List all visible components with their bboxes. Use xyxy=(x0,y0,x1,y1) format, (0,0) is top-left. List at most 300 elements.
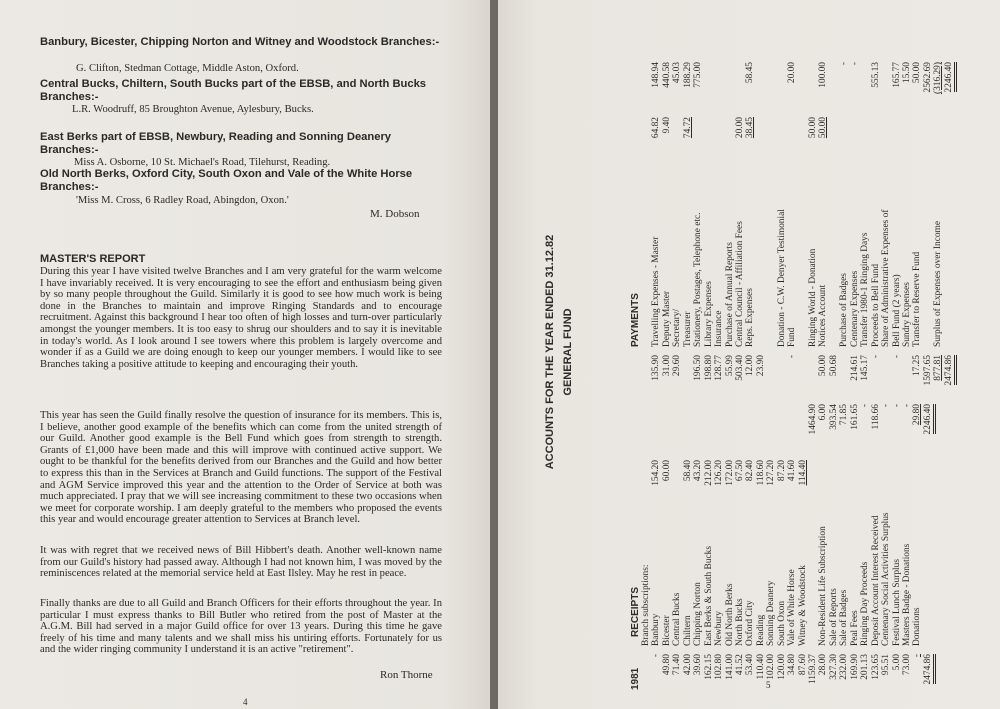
receipt-prior-value xyxy=(839,654,849,700)
payment-prior-value xyxy=(923,355,933,399)
payment-label-text: Stationery, Postages, Telephone etc. xyxy=(693,212,704,347)
payment-total xyxy=(933,62,943,107)
payment-total xyxy=(704,62,714,107)
receipt-prior-value-text: 232.00 xyxy=(839,654,850,680)
receipt-label-text: Sale of Badges xyxy=(839,589,850,646)
payment-total xyxy=(735,62,745,107)
receipt-total xyxy=(672,404,682,450)
branch-address: G. Clifton, Stedman Cottage, Middle Aston, Oxford. xyxy=(76,63,299,74)
payment-prior-value xyxy=(944,355,954,399)
payment-label xyxy=(714,147,724,347)
receipt-label-text: Peal Fees xyxy=(849,610,860,646)
payment-label xyxy=(641,147,651,347)
receipt-label xyxy=(672,486,682,646)
receipt-prior-value xyxy=(651,654,661,700)
payment-label xyxy=(944,147,954,347)
payment-label-text: Surplus of Expenses over Income xyxy=(933,220,944,347)
payment-total xyxy=(672,62,682,107)
payment-label xyxy=(787,147,797,347)
receipt-label-text: Deposit Account Interest Received xyxy=(870,515,881,646)
receipt-total xyxy=(766,404,776,450)
receipts-label-column xyxy=(641,486,933,646)
receipt-prior-value-text: 28.00 xyxy=(818,654,829,676)
payment-label xyxy=(766,147,776,347)
signature: M. Dobson xyxy=(370,208,420,220)
receipt-label-text: Bicester xyxy=(661,615,672,646)
payment-amount-text: 50.00 xyxy=(808,117,818,139)
payment-prior-value xyxy=(912,355,922,399)
payment-prior-value-text: 145.17 xyxy=(860,355,871,381)
payment-prior-value xyxy=(693,355,703,399)
payment-total-text: (316.29) xyxy=(933,62,944,95)
payment-total xyxy=(693,62,703,107)
payment-label xyxy=(745,147,755,347)
receipt-amount xyxy=(860,460,870,502)
payment-amount xyxy=(725,117,735,157)
payment-prior-value xyxy=(860,355,870,399)
payment-prior-value xyxy=(672,355,682,399)
branch-heading: East Berks part of EBSB, Newbury, Reading and Sonning Deanery Branches:- xyxy=(40,131,392,156)
receipt-label-text: Central Bucks xyxy=(672,592,683,646)
receipt-prior-value-text: 95.51 xyxy=(881,654,892,676)
receipt-prior-value-text: 87.60 xyxy=(797,654,808,676)
receipt-amount xyxy=(662,460,672,502)
payment-amount xyxy=(829,117,839,157)
payment-total-text: 555.13 xyxy=(870,62,881,88)
payment-total-text: 100.00 xyxy=(818,62,829,88)
payments-amount-column xyxy=(641,117,954,157)
payment-total-text: - xyxy=(839,62,850,66)
payment-amount xyxy=(745,117,755,157)
receipt-label xyxy=(651,486,661,646)
payment-prior-value-text: 503.40 xyxy=(734,355,745,381)
receipt-total-text: 2246.40 xyxy=(924,404,936,434)
payment-prior-value-text: 128.77 xyxy=(714,355,725,381)
payment-prior-value-text: - xyxy=(787,355,798,359)
receipt-total-text: 6.00 xyxy=(818,404,829,421)
receipt-label xyxy=(756,486,766,646)
year-label: 1981 xyxy=(630,667,641,690)
payment-prior-value-text: 1597.65 xyxy=(922,355,933,386)
receipt-total-text: - xyxy=(891,404,902,408)
receipt-amount xyxy=(871,460,881,502)
receipt-amount-text: 82.40 xyxy=(745,460,756,482)
payment-amount-text: 38.45 xyxy=(745,117,756,139)
receipt-amount-text: 212.00 xyxy=(703,460,714,486)
payment-prior-value xyxy=(777,355,787,399)
payment-total xyxy=(923,62,933,107)
receipt-label xyxy=(787,486,797,646)
payment-amount xyxy=(808,117,818,157)
payment-label xyxy=(756,147,766,347)
receipt-amount xyxy=(787,460,797,502)
receipt-label-text: Masters Badge - Donations xyxy=(901,543,912,646)
payment-prior-value xyxy=(798,355,808,399)
payment-total xyxy=(745,62,755,107)
receipt-total xyxy=(704,404,714,450)
payment-total xyxy=(787,62,797,107)
accounts-subtitle: GENERAL FUND xyxy=(562,308,574,396)
payment-amount xyxy=(683,117,693,157)
payment-total xyxy=(892,62,902,107)
receipt-total-text: 118.66 xyxy=(870,404,881,430)
receipt-prior-value xyxy=(672,654,682,700)
receipt-label-text: Oxford City xyxy=(745,600,756,646)
receipt-total xyxy=(777,404,787,450)
payment-prior-value xyxy=(735,355,745,399)
payment-total-text: 50.00 xyxy=(912,62,923,84)
receipt-label-text: Old North Berks xyxy=(724,583,735,646)
receipt-prior-value-text: 53.40 xyxy=(745,654,756,676)
receipt-total xyxy=(725,404,735,450)
receipt-amount xyxy=(818,460,828,502)
payment-total xyxy=(829,62,839,107)
receipt-total xyxy=(651,404,661,450)
receipt-label-text: North Bucks xyxy=(734,598,745,646)
page-number: 4 xyxy=(243,697,248,707)
receipt-label-text: Vale of White Horse xyxy=(787,569,798,646)
receipt-amount xyxy=(923,460,933,502)
payment-amount xyxy=(735,117,745,157)
receipt-prior-value xyxy=(912,654,922,700)
payment-amount-text: 64.82 xyxy=(651,117,662,139)
payment-label xyxy=(902,147,912,347)
payment-label xyxy=(892,147,902,347)
payment-prior-value-text: 214.61 xyxy=(849,355,860,381)
payment-amount xyxy=(850,117,860,157)
receipt-amount xyxy=(881,460,891,502)
payment-total xyxy=(683,62,693,107)
receipt-label xyxy=(683,486,693,646)
payment-prior-value-text: 31.00 xyxy=(661,355,672,377)
payments-total-column xyxy=(641,62,954,107)
receipt-label-text: Newbury xyxy=(714,611,725,646)
receipt-total-text: - xyxy=(860,404,871,408)
receipt-label-text: Sale of Reports xyxy=(828,588,839,646)
receipt-prior-value xyxy=(808,654,818,700)
receipt-label xyxy=(725,486,735,646)
report-heading: MASTER'S REPORT xyxy=(40,253,146,265)
payment-total-text: 440.58 xyxy=(661,62,672,88)
payment-total xyxy=(860,62,870,107)
payment-label xyxy=(798,147,808,347)
payment-prior-value xyxy=(902,355,912,399)
payment-prior-value-text: 877.81 xyxy=(933,355,944,381)
payment-label xyxy=(735,147,745,347)
receipt-total xyxy=(912,404,922,450)
receipt-amount xyxy=(912,460,922,502)
receipts-total-column xyxy=(641,404,933,450)
payment-label xyxy=(871,147,881,347)
receipt-label xyxy=(850,486,860,646)
receipt-prior-value xyxy=(756,654,766,700)
receipt-prior-value-text: 73.00 xyxy=(901,654,912,676)
receipt-prior-value xyxy=(693,654,703,700)
payment-amount xyxy=(766,117,776,157)
payment-amount xyxy=(704,117,714,157)
payment-amount xyxy=(860,117,870,157)
payment-label xyxy=(818,147,828,347)
payment-total xyxy=(881,62,891,107)
receipt-prior-value xyxy=(860,654,870,700)
receipt-total xyxy=(818,404,828,450)
receipt-amount xyxy=(704,460,714,502)
payment-total xyxy=(651,62,661,107)
receipt-total xyxy=(756,404,766,450)
branch-address: L.R. Woodruff, 85 Broughton Avenue, Aylesbury, Bucks. xyxy=(72,104,314,115)
receipt-total-text: 393.54 xyxy=(828,404,839,430)
payment-prior-value xyxy=(839,355,849,399)
receipt-label-text: Sonning Deanery xyxy=(766,580,777,646)
receipt-prior-value xyxy=(662,654,672,700)
receipt-prior-value-text: 1159.37 xyxy=(808,654,818,685)
receipt-amount xyxy=(745,460,755,502)
payment-amount xyxy=(714,117,724,157)
receipt-label-text: Chipping Norton xyxy=(693,582,704,646)
payment-prior-value xyxy=(881,355,891,399)
receipt-prior-value-text: 102.80 xyxy=(714,654,725,680)
receipt-total xyxy=(787,404,797,450)
payment-prior-value-text: 135.90 xyxy=(651,355,662,381)
receipt-amount-text: 43.20 xyxy=(693,460,704,482)
receipt-amount-text: 60.00 xyxy=(661,460,672,482)
receipt-prior-value xyxy=(714,654,724,700)
receipt-amount-text: 87.20 xyxy=(776,460,787,482)
payment-total-text: - xyxy=(849,62,860,66)
payment-amount xyxy=(756,117,766,157)
receipt-amount xyxy=(651,460,661,502)
payment-prior-value xyxy=(725,355,735,399)
payment-prior-value xyxy=(756,355,766,399)
payment-label-text: Transfer to Reserve Fund xyxy=(912,251,923,347)
receipt-prior-value xyxy=(798,654,808,700)
receipt-prior-value xyxy=(704,654,714,700)
branch-heading: Central Bucks, Chiltern, South Bucks part of the EBSB, and North Bucks Branches:- xyxy=(40,78,427,103)
receipt-prior-value xyxy=(902,654,912,700)
payment-label xyxy=(839,147,849,347)
payment-amount xyxy=(787,117,797,157)
receipt-label-text: Ringing Day Proceeds xyxy=(860,561,871,646)
receipt-label xyxy=(881,486,891,646)
receipts-header: RECEIPTS xyxy=(630,586,641,637)
payment-label xyxy=(651,147,661,347)
receipt-amount-text: 154.20 xyxy=(651,460,662,486)
payment-label xyxy=(923,147,933,347)
receipt-total-text: 1464.90 xyxy=(808,404,818,435)
payment-label xyxy=(912,147,922,347)
payment-total xyxy=(756,62,766,107)
payment-total xyxy=(871,62,881,107)
receipt-label xyxy=(912,486,922,646)
payment-prior-value-text: - xyxy=(891,355,902,359)
receipt-total xyxy=(923,404,933,450)
payment-total xyxy=(839,62,849,107)
receipt-prior-value xyxy=(923,654,933,700)
receipt-amount xyxy=(683,460,693,502)
payment-total xyxy=(850,62,860,107)
payment-prior-value xyxy=(808,355,818,399)
payment-amount xyxy=(944,117,954,157)
receipt-label xyxy=(714,486,724,646)
payment-total-text: 775.00 xyxy=(693,62,704,88)
payment-amount-text: 20.00 xyxy=(734,117,745,139)
receipt-amount xyxy=(693,460,703,502)
payment-prior-value xyxy=(871,355,881,399)
payments-header: PAYMENTS xyxy=(630,293,641,347)
branch-heading: Banbury, Bicester, Chipping Norton and Witney and Woodstock Branches:- xyxy=(40,36,440,48)
payment-total xyxy=(808,62,818,107)
receipt-total xyxy=(641,404,651,450)
receipt-label xyxy=(839,486,849,646)
payment-label-text: Deputy Master xyxy=(661,291,672,347)
payment-prior-value xyxy=(683,355,693,399)
payment-label xyxy=(777,147,787,347)
receipt-label-text: Reading xyxy=(755,614,766,646)
receipt-amount xyxy=(798,460,808,502)
receipt-prior-value-text: 169.90 xyxy=(849,654,860,680)
payment-total xyxy=(912,62,922,107)
payment-amount xyxy=(923,117,933,157)
receipt-prior-value xyxy=(641,654,651,700)
receipt-prior-value xyxy=(745,654,755,700)
receipt-label xyxy=(923,486,933,646)
payment-label-text: Donation - C.W. Denyer Testimonial xyxy=(776,209,787,347)
receipt-prior-value-text: 34.80 xyxy=(787,654,798,676)
receipt-total-text: 161.65 xyxy=(849,404,860,430)
payment-amount xyxy=(672,117,682,157)
payment-total xyxy=(798,62,808,107)
receipt-amount xyxy=(725,460,735,502)
receipt-amount xyxy=(714,460,724,502)
payment-amount xyxy=(892,117,902,157)
receipt-prior-value-text: 2474.86 xyxy=(924,654,936,684)
payment-label-text: Sundry Expenses xyxy=(901,282,912,347)
receipt-amount-text: 58.40 xyxy=(682,460,693,482)
receipt-label xyxy=(798,486,808,646)
payment-label-text: Centenary Expenses xyxy=(849,270,860,347)
payment-total-text: 45.03 xyxy=(672,62,683,84)
payment-prior-value xyxy=(850,355,860,399)
receipt-label xyxy=(693,486,703,646)
receipt-total xyxy=(735,404,745,450)
payment-label xyxy=(683,147,693,347)
payment-prior-value xyxy=(745,355,755,399)
payment-amount-text: 50.00 xyxy=(818,117,829,139)
receipt-label xyxy=(662,486,672,646)
receipt-total xyxy=(798,404,808,450)
receipt-label xyxy=(892,486,902,646)
receipt-label-text: Banbury xyxy=(651,613,662,646)
receipt-label-text: Branch subscriptions: xyxy=(641,564,651,646)
payment-total xyxy=(902,62,912,107)
receipt-amount xyxy=(735,460,745,502)
receipt-prior-value xyxy=(777,654,787,700)
receipt-total xyxy=(808,404,818,450)
payment-prior-value-text: 50.68 xyxy=(828,355,839,377)
payment-label-text: Fund xyxy=(787,327,798,347)
receipt-amount xyxy=(766,460,776,502)
receipt-total xyxy=(871,404,881,450)
receipt-total xyxy=(662,404,672,450)
payment-label xyxy=(850,147,860,347)
payment-label-text: Purchase of Annual Reports xyxy=(724,242,735,347)
payment-label xyxy=(933,147,943,347)
receipt-label xyxy=(777,486,787,646)
receipt-total xyxy=(683,404,693,450)
payment-label-text: Library Expenses xyxy=(703,281,714,347)
receipt-prior-value-text: 42.00 xyxy=(682,654,693,676)
payment-prior-value xyxy=(829,355,839,399)
receipt-label xyxy=(808,486,818,646)
payment-amount-text: 74.72 xyxy=(682,117,693,139)
receipt-prior-value xyxy=(683,654,693,700)
receipt-label xyxy=(735,486,745,646)
payment-amount xyxy=(798,117,808,157)
receipt-prior-value-text: 49.80 xyxy=(661,654,672,676)
payment-prior-value xyxy=(641,355,651,399)
receipt-total-text: 71.85 xyxy=(839,404,850,426)
payment-prior-value xyxy=(892,355,902,399)
receipt-total xyxy=(714,404,724,450)
receipt-amount-text: 114.40 xyxy=(797,460,808,486)
payment-total-text: 2246.40 xyxy=(945,62,957,92)
accounts-sheet xyxy=(505,2,960,702)
payment-prior-value-text: 29.60 xyxy=(672,355,683,377)
receipt-label xyxy=(902,486,912,646)
payment-label-text: Reps. Expenses xyxy=(745,288,756,347)
payment-label xyxy=(672,147,682,347)
receipt-amount-text: 41.60 xyxy=(787,460,798,482)
receipt-prior-value-text: 141.00 xyxy=(724,654,735,680)
receipt-amount xyxy=(902,460,912,502)
payment-total xyxy=(944,62,954,107)
payment-amount xyxy=(933,117,943,157)
payment-amount xyxy=(912,117,922,157)
payment-label-text: Ringing World - Donation xyxy=(808,248,818,347)
payment-total-text: 15.50 xyxy=(901,62,912,84)
payment-label-text: Notices Account xyxy=(818,284,829,347)
receipt-label xyxy=(829,486,839,646)
payment-amount xyxy=(902,117,912,157)
receipt-label-text: Non-Resident Life Subscription xyxy=(818,526,829,646)
payment-label-text: Treasurer xyxy=(682,311,693,347)
receipt-amount xyxy=(892,460,902,502)
payment-label-text: Transfer 1980-1 Ringing Days xyxy=(860,232,871,347)
payment-total-text: 188.29 xyxy=(682,62,693,88)
payment-label-text: Secretary/ xyxy=(672,309,683,347)
receipt-prior-value xyxy=(881,654,891,700)
payment-total xyxy=(777,62,787,107)
receipt-prior-value-text: 102.00 xyxy=(766,654,777,680)
receipt-label xyxy=(818,486,828,646)
payment-amount xyxy=(839,117,849,157)
receipt-total xyxy=(693,404,703,450)
branch-heading: Old North Berks, Oxford City, South Oxon and Vale of the White Horse Branches:- xyxy=(40,168,413,193)
receipt-amount-text: 67.50 xyxy=(734,460,745,482)
receipt-amount-text: 118.60 xyxy=(755,460,766,486)
receipt-prior-value-text: 39.60 xyxy=(693,654,704,676)
receipt-label xyxy=(860,486,870,646)
signature: Ron Thorne xyxy=(380,669,433,681)
report-paragraph: This year has seen the Guild finally resolve the question of insurance for its members. This is, I believe, another good example of the benefits which can come from the united strength of our Guild. Another good example is the Bell Fund which goes from strength to strength. Grants of £1,000 have been made and this will improve with continued active support. We ought to be thankful for the benefits derived from our Branches and the Guild and how better to express this than in the Services at Branch and Guild functions. The support of the Festival and AGM Service improved this year and the attention to the Order of Service at both was much appreciated. I pray that we will see increasing commitment to these two occasions when we meet for corporate worship. I am deeply grateful to the members who proposed the events this year and would encourage greater attention to Services at Branch level. xyxy=(40,410,442,526)
receipt-prior-value xyxy=(850,654,860,700)
payment-label xyxy=(829,147,839,347)
payment-prior-value-text: 23.90 xyxy=(755,355,766,377)
receipt-label-text: Witney & Woodstock xyxy=(797,565,808,646)
receipt-prior-value xyxy=(829,654,839,700)
receipt-total xyxy=(745,404,755,450)
receipts-prior-year-column xyxy=(641,654,933,700)
